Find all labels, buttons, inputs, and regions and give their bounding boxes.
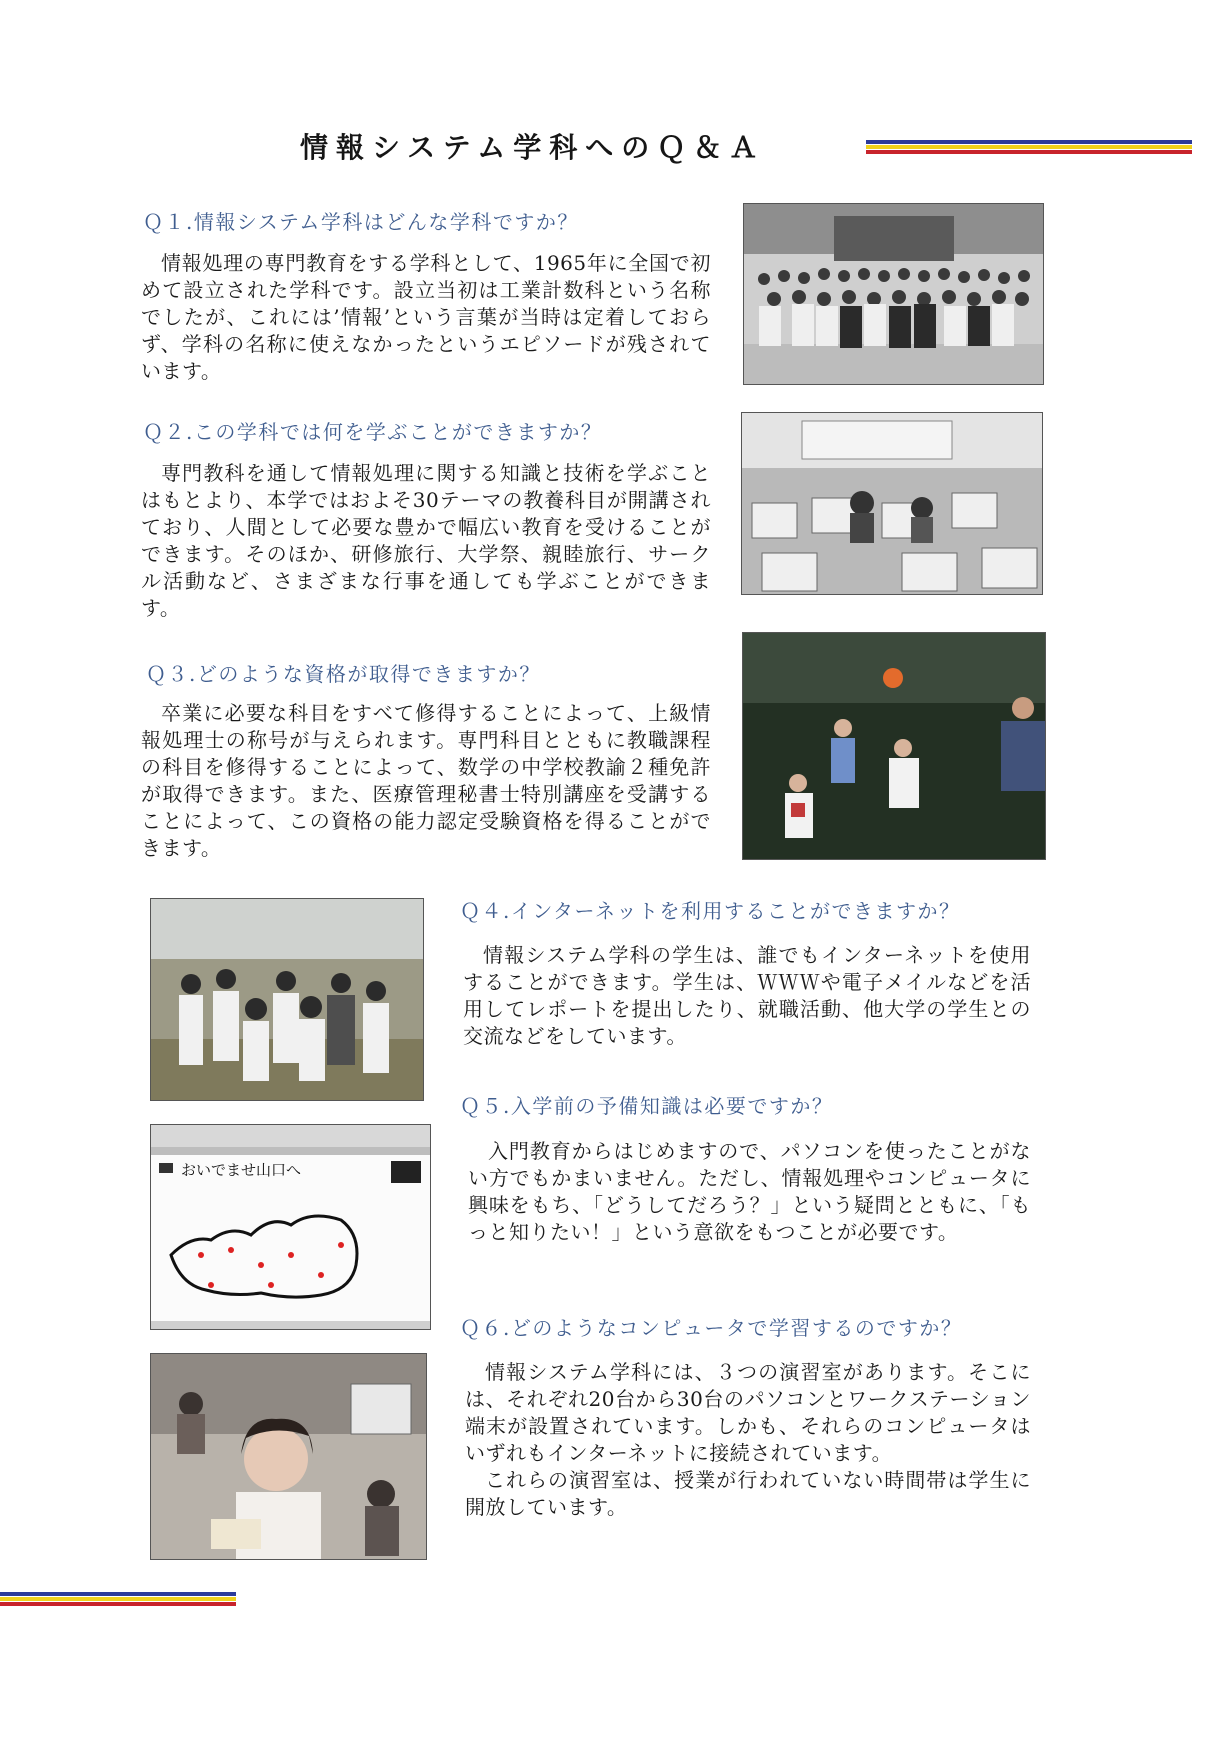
answer-4 [463,942,1031,1050]
answer-3 [141,700,711,862]
basketball-photo [742,632,1046,860]
computer-lab-photo [741,412,1043,595]
question-4: Ｑ４.インターネットを利用することができますか？ [460,899,961,923]
student-photo [150,1353,427,1560]
answer-6-para-1: 情報システム学科には、３つの演習室があります。そこには、それぞれ20台から30台のパソコンとワークステーション端末が設置されています。しかも、それらのコンピュータはいずれもインターネットに接続されています。 [465,1360,1031,1465]
answer-1-para: 情報処理の専門教育をする学科として、1965年に全国で初めて設立された学科です。設立当初は工業計数科という名称でしたが、これには’情報’という言葉が当時は定着しておらず、学科の名称に使えなかったというエピソードが残されています。 [141,251,711,383]
answer-5-para: 入門教育からはじめますので、パソコンを使ったことがない方でもかまいません。ただし、情報処理やコンピュータに興味をもち、「どうしてだろう？」という疑問とともに、「もっと知りたい！」という意欲をもつことが必要です。 [468,1139,1031,1244]
question-5: Ｑ５.入学前の予備知識は必要ですか？ [460,1094,834,1118]
answer-6 [465,1359,1031,1521]
group-photo [743,203,1044,385]
webpage-screenshot [150,1124,431,1330]
answer-2-para: 専門教科を通して情報処理に関する知識と技術を学ぶことはもとより、本学ではおよそ30テーマの教養科目が開講されており、人間として必要な豊かで幅広い教育を受けることができます。そのほか、研修旅行、大学祭、親睦旅行、サークル活動など、さまざまな行事を通しても学ぶことができます。 [141,461,711,620]
stripe-decoration-top [866,140,1192,155]
answer-2 [141,460,711,622]
question-3: Ｑ３.どのような資格が取得できますか？ [146,662,541,686]
question-2: Ｑ２.この学科では何を学ぶことができますか？ [143,420,603,444]
answer-5 [468,1138,1031,1246]
webpage-caption: おいでませ山口へ [181,1161,302,1179]
answer-4-para: 情報システム学科の学生は、誰でもインターネットを使用することができます。学生は、ＷＷＷや電子メイルなどを活用してレポートを提出したり、就職活動、他大学の学生との交流などをしています。 [463,943,1031,1048]
answer-1 [141,250,711,385]
answer-3-para: 卒業に必要な科目をすべて修得することによって、上級情報処理士の称号が与えられます。専門科目とともに教職課程の科目を修得することによって、数学の中学校教諭２種免許が取得できます。また、医療管理秘書士特別講座を受講することによって、この資格の能力認定受験資格を得ることができます。 [141,701,711,860]
question-1: Ｑ１.情報システム学科はどんな学科ですか？ [143,210,579,234]
stripe-decoration-bottom [0,1592,236,1607]
outdoor-group-photo [150,898,424,1101]
answer-6-para-2: これらの演習室は、授業が行われていない時間帯は学生に開放しています。 [465,1468,1031,1519]
page-title: 情報システム学科へのＱ＆Ａ [300,131,766,164]
question-6: Ｑ６.どのようなコンピュータで学習するのですか？ [460,1316,963,1340]
